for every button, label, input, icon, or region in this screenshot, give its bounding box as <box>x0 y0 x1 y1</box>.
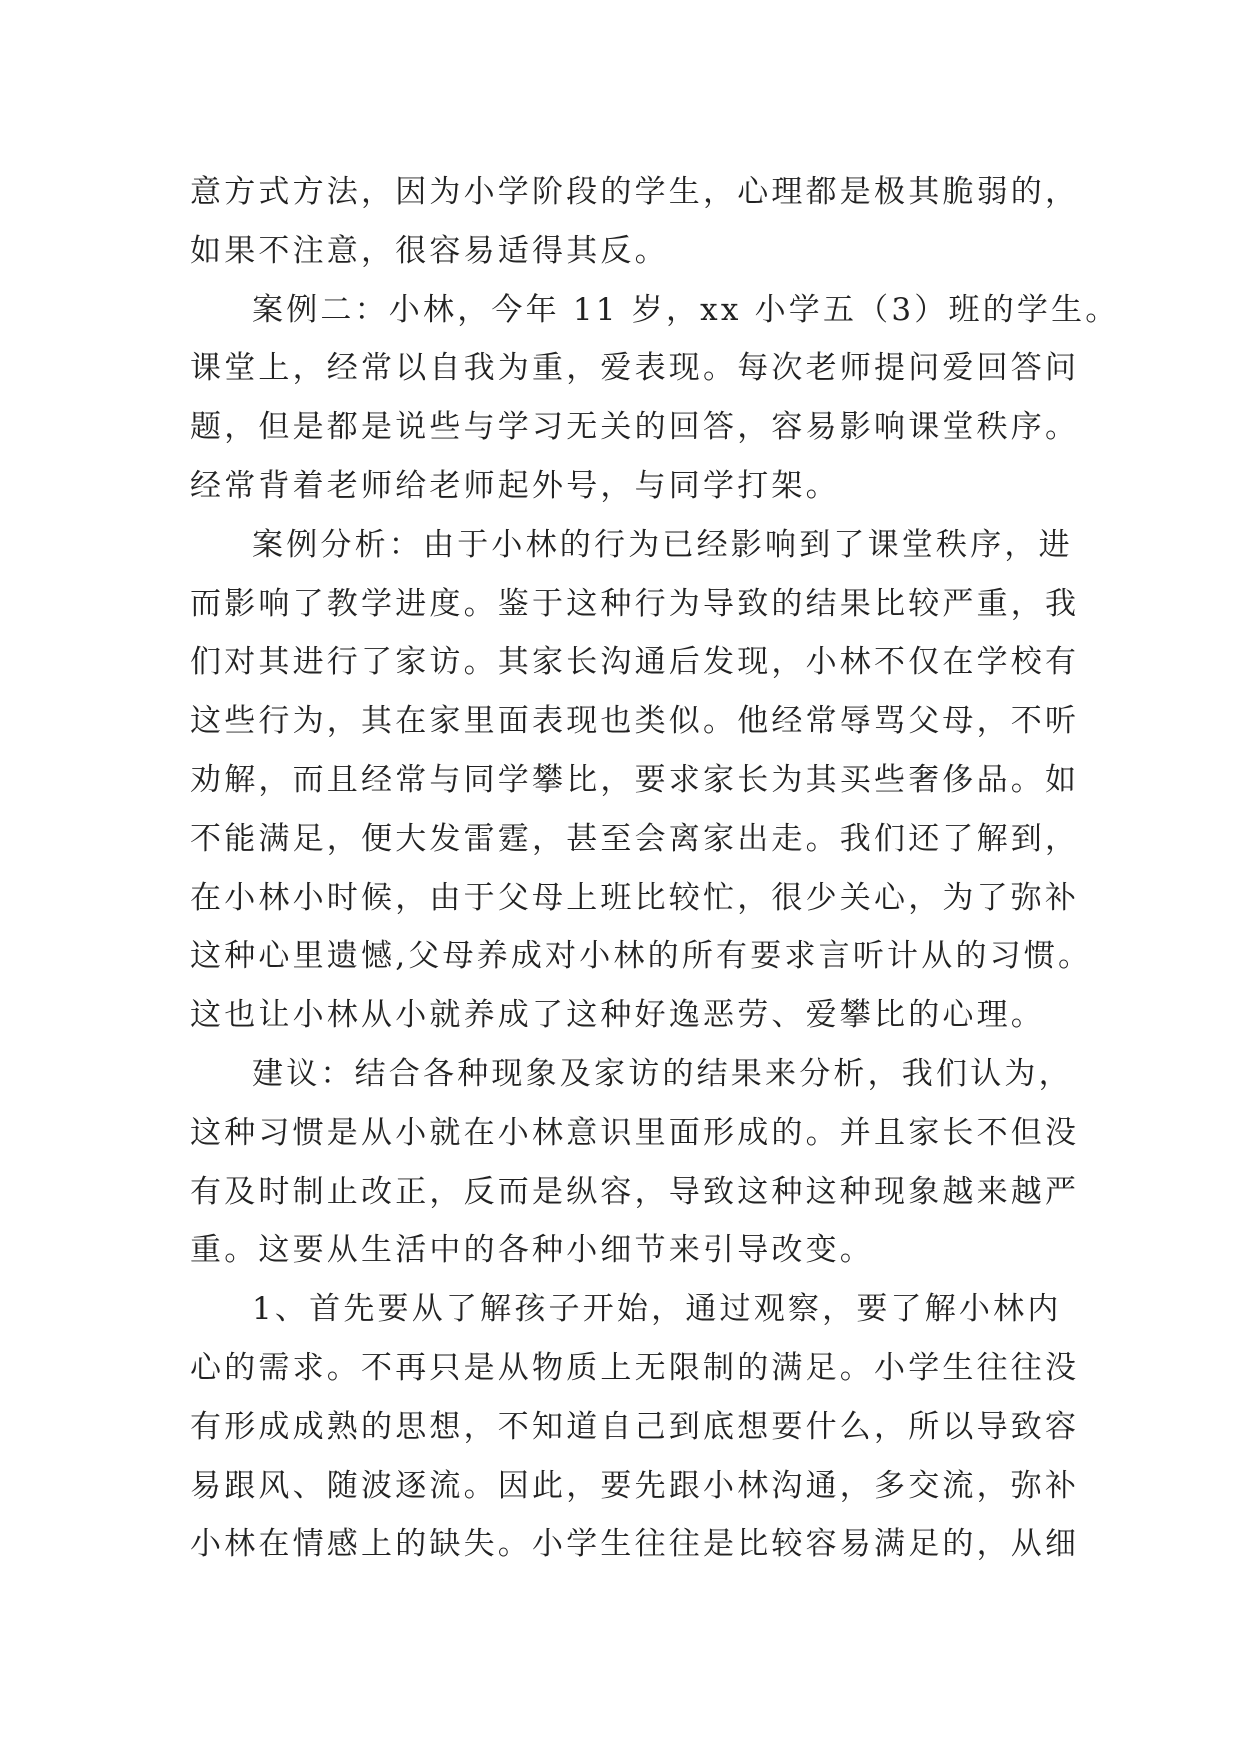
text-line: 劝解，而且经常与同学攀比，要求家长为其买些奢侈品。如 <box>190 761 1080 798</box>
text-line: 这种心里遗憾,父母养成对小林的所有要求言听计从的习惯。 <box>190 938 1093 975</box>
text-line: 有形成成熟的思想，不知道自己到底想要什么，所以导致容 <box>190 1408 1080 1445</box>
text-line: 有及时制止改正，反而是纵容，导致这种这种现象越来越严 <box>190 1173 1080 1210</box>
paragraph-point-one-start: 1、首先要从了解孩子开始，通过观察，要了解小林内 <box>252 1291 1062 1328</box>
text-line: 不能满足，便大发雷霆，甚至会离家出走。我们还了解到， <box>190 820 1080 857</box>
text-line: 这也让小林从小就养成了这种好逸恶劳、爱攀比的心理。 <box>190 997 1045 1034</box>
text-line: 在小林小时候，由于父母上班比较忙，很少关心，为了弥补 <box>190 879 1080 916</box>
text-line: 心的需求。不再只是从物质上无限制的满足。小学生往往没 <box>190 1349 1080 1386</box>
text-line: 这些行为，其在家里面表现也类似。他经常辱骂父母，不听 <box>190 703 1080 740</box>
text-line: 意方式方法，因为小学阶段的学生，心理都是极其脆弱的， <box>190 174 1080 210</box>
paragraph-case-analysis-start: 案例分析：由于小林的行为已经影响到了课堂秩序，进 <box>252 526 1073 563</box>
text-line: 课堂上，经常以自我为重，爱表现。每次老师提问爱回答问 <box>190 350 1080 387</box>
text-line: 这种习惯是从小就在小林意识里面形成的。并且家长不但没 <box>190 1114 1080 1151</box>
paragraph-suggestion-start: 建议：结合各种现象及家访的结果来分析，我们认为， <box>252 1055 1073 1092</box>
text-line: 小林在情感上的缺失。小学生往往是比较容易满足的，从细 <box>190 1526 1080 1563</box>
text-line: 重。这要从生活中的各种小细节来引导改变。 <box>190 1232 874 1269</box>
text-line: 易跟风、随波逐流。因此，要先跟小林沟通，多交流，弥补 <box>190 1467 1080 1504</box>
text-line: 经常背着老师给老师起外号，与同学打架。 <box>190 467 840 504</box>
paragraph-case-two-start: 案例二：小林，今年 11 岁，xx 小学五（3）班的学生。 <box>252 291 1120 328</box>
text-line: 们对其进行了家访。其家长沟通后发现，小林不仅在学校有 <box>190 644 1080 681</box>
document-body <box>190 163 1120 1574</box>
text-line: 而影响了教学进度。鉴于这种行为导致的结果比较严重，我 <box>190 585 1080 622</box>
text-line: 如果不注意，很容易适得其反。 <box>190 232 669 269</box>
text-line: 题，但是都是说些与学习无关的回答，容易影响课堂秩序。 <box>190 409 1080 446</box>
